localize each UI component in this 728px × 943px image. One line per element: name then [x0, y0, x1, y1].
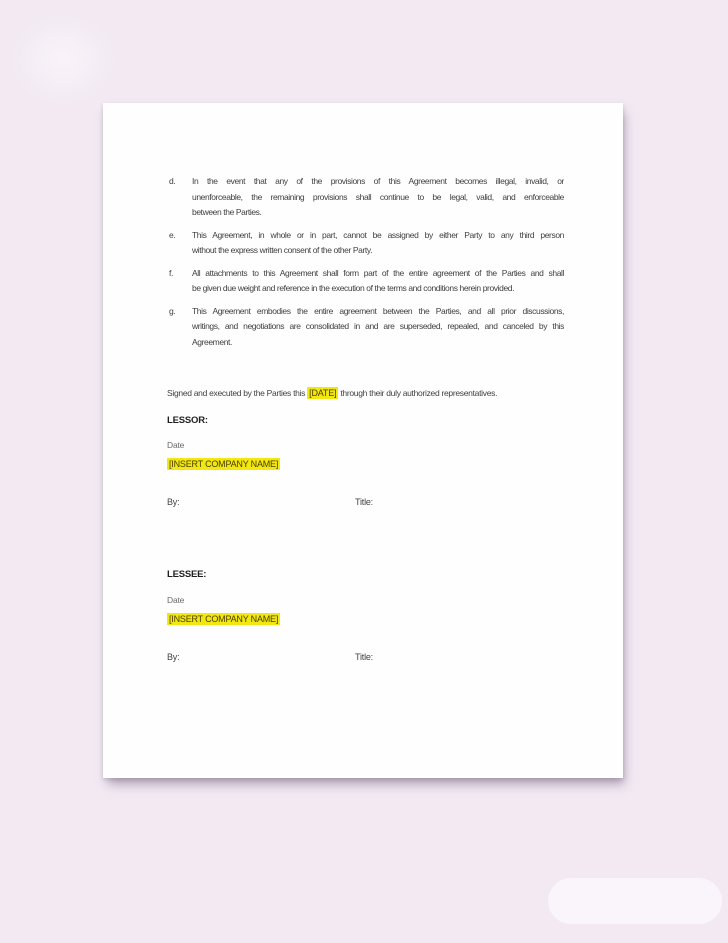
execution-statement-prefix: Signed and executed by the Parties this [167, 388, 308, 398]
lessee-date-label: Date [167, 595, 185, 605]
clause-line: This Agreement embodies the entire agreement between the Parties, and all prior discussions, [192, 305, 564, 316]
lessor-date-label: Date [167, 440, 185, 450]
clause-line: writings, and negotiations are consolidated in and are superseded, repealed, and canceled by this [192, 321, 564, 331]
lessor-signature-row [167, 497, 467, 507]
clause-line: between the Parties. [192, 207, 262, 217]
lessee-company-placeholder [167, 609, 280, 627]
clause-item-g [169, 304, 565, 351]
lessor-heading: LESSOR: [167, 415, 208, 426]
clause-letter: g. [169, 305, 176, 316]
clause-letter: d. [169, 176, 176, 186]
clause-item-e [169, 228, 565, 259]
lessee-signature-row [167, 652, 467, 662]
clause-line: Agreement. [192, 336, 232, 347]
lessor-title-label: Title: [355, 497, 373, 507]
clause-letter: f. [169, 267, 174, 278]
lessor-by-label: By: [167, 497, 180, 507]
company-name-highlight: [INSERT COMPANY NAME] [169, 459, 279, 469]
lessee-by-label: By: [167, 652, 180, 662]
background-light-blob [8, 12, 118, 107]
lessor-company-placeholder [167, 454, 280, 472]
clause-item-d [169, 174, 565, 221]
execution-statement-suffix: through their duly authorized representatives. [338, 388, 498, 398]
clause-line: be given due weight and reference in the execution of the terms and conditions herein provided. [192, 283, 515, 293]
clause-line: without the express written consent of the other Party. [192, 245, 373, 255]
lessee-heading: LESSEE: [167, 569, 207, 580]
clause-text [192, 228, 564, 259]
clause-line: In the event that any of the provisions of this Agreement becomes illegal, invalid, or [192, 176, 564, 186]
watermark-pill [548, 878, 722, 924]
clause-line: All attachments to this Agreement shall form part of the entire agreement of the Parties and shall [192, 267, 564, 278]
clause-line: This Agreement, in whole or in part, cannot be assigned by either Party to any third person [192, 229, 564, 240]
clause-text [192, 304, 564, 351]
document-page [103, 103, 623, 778]
clause-text [192, 266, 564, 297]
date-placeholder-highlight: [DATE] [309, 388, 337, 398]
company-name-highlight: [INSERT COMPANY NAME] [169, 614, 279, 624]
clause-letter: e. [169, 229, 176, 240]
execution-statement [167, 386, 607, 402]
clause-line: unenforceable, the remaining provisions shall continue to be legal, valid, and enforceable [192, 191, 564, 202]
clause-item-f [169, 266, 565, 297]
clause-list [169, 174, 565, 357]
lessee-title-label: Title: [355, 652, 373, 662]
clause-text [192, 174, 564, 221]
